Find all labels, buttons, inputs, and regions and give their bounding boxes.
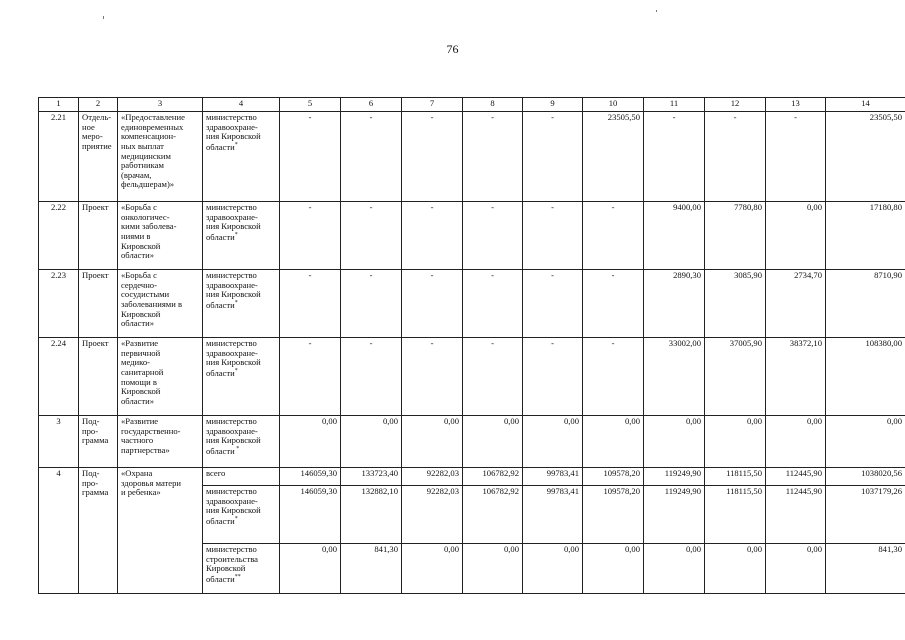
scan-speck (103, 16, 104, 19)
value-col-14: 1038020,56 (826, 468, 905, 486)
value-col-6: - (341, 338, 402, 416)
column-number-9: 9 (523, 98, 583, 112)
value-col-11: 2890,30 (644, 270, 705, 338)
value-col-10: 0,00 (583, 544, 644, 594)
row-name: «Борьба с онкологичес- кими заболева- ниями в Кировской области» (118, 202, 203, 270)
value-col-8: 0,00 (463, 416, 523, 468)
row-type: Под- про- грамма (79, 468, 118, 594)
row-name: «Охрана здоровья матери и ребенка» (118, 468, 203, 594)
footnote-mark: * (234, 141, 238, 148)
value-col-5: - (280, 202, 341, 270)
executor: министерство здравоохране- ния Кировской области* (203, 202, 280, 270)
value-col-7: - (402, 202, 463, 270)
executor: министерство здравоохране- ния Кировской области* (203, 486, 280, 544)
column-number-4: 4 (203, 98, 280, 112)
value-col-13: 38372,10 (766, 338, 826, 416)
table-row (39, 338, 905, 416)
value-col-12: 118115,50 (705, 486, 766, 544)
table-row (39, 270, 905, 338)
value-col-7: 0,00 (402, 416, 463, 468)
value-col-8: - (463, 270, 523, 338)
value-col-14: 17180,80 (826, 202, 905, 270)
value-col-13: 112445,90 (766, 468, 826, 486)
row-type: Проект (79, 338, 118, 416)
row-id: 2.22 (39, 202, 79, 270)
value-col-6: 0,00 (341, 416, 402, 468)
row-id: 2.23 (39, 270, 79, 338)
value-col-12: 37005,90 (705, 338, 766, 416)
value-col-11: 0,00 (644, 416, 705, 468)
value-col-11: - (644, 112, 705, 202)
value-col-5: 146059,30 (280, 468, 341, 486)
value-col-9: - (523, 112, 583, 202)
row-name: «Борьба с сердечно- сосудистыми заболеваниями в Кировской области» (118, 270, 203, 338)
value-col-13: 0,00 (766, 544, 826, 594)
value-col-10: - (583, 270, 644, 338)
value-col-8: - (463, 202, 523, 270)
column-number-7: 7 (402, 98, 463, 112)
value-col-6: - (341, 270, 402, 338)
row-id: 4 (39, 468, 79, 594)
value-col-11: 0,00 (644, 544, 705, 594)
value-col-11: 119249,90 (644, 468, 705, 486)
value-col-13: 2734,70 (766, 270, 826, 338)
budget-table (38, 97, 905, 594)
value-col-14: 108380,00 (826, 338, 905, 416)
value-col-7: - (402, 270, 463, 338)
value-col-13: - (766, 112, 826, 202)
column-number-2: 2 (79, 98, 118, 112)
value-col-6: 841,30 (341, 544, 402, 594)
value-col-9: - (523, 202, 583, 270)
value-col-7: - (402, 112, 463, 202)
value-col-13: 0,00 (766, 202, 826, 270)
row-id: 2.24 (39, 338, 79, 416)
value-col-5: - (280, 270, 341, 338)
value-col-11: 9400,00 (644, 202, 705, 270)
executor: министерство здравоохране- ния Кировской области* (203, 270, 280, 338)
row-type: Под- про- грамма (79, 416, 118, 468)
column-number-13: 13 (766, 98, 826, 112)
value-col-10: 0,00 (583, 416, 644, 468)
value-col-14: 841,30 (826, 544, 905, 594)
executor: министерство здравоохране- ния Кировской области * (203, 416, 280, 468)
value-col-11: 119249,90 (644, 486, 705, 544)
column-number-5: 5 (280, 98, 341, 112)
row-type: Проект (79, 270, 118, 338)
value-col-6: 132882,10 (341, 486, 402, 544)
value-col-9: - (523, 270, 583, 338)
value-col-14: 8710,90 (826, 270, 905, 338)
executor: всего (203, 468, 280, 486)
value-col-7: 92282,03 (402, 486, 463, 544)
column-number-11: 11 (644, 98, 705, 112)
value-col-5: - (280, 112, 341, 202)
value-col-7: 0,00 (402, 544, 463, 594)
column-number-10: 10 (583, 98, 644, 112)
column-number-12: 12 (705, 98, 766, 112)
value-col-12: 0,00 (705, 416, 766, 468)
row-type: Отдель- ное меро- приятие (79, 112, 118, 202)
value-col-13: 0,00 (766, 416, 826, 468)
value-col-9: 0,00 (523, 416, 583, 468)
column-number-8: 8 (463, 98, 523, 112)
table-row (39, 202, 905, 270)
value-col-9: - (523, 338, 583, 416)
row-name: «Развитие государственно- частного партнерства» (118, 416, 203, 468)
row-id: 3 (39, 416, 79, 468)
value-col-12: 118115,50 (705, 468, 766, 486)
value-col-6: - (341, 202, 402, 270)
value-col-9: 99783,41 (523, 468, 583, 486)
column-number-6: 6 (341, 98, 402, 112)
value-col-12: - (705, 112, 766, 202)
value-col-5: 0,00 (280, 544, 341, 594)
value-col-7: - (402, 338, 463, 416)
value-col-11: 33002,00 (644, 338, 705, 416)
value-col-9: 0,00 (523, 544, 583, 594)
value-col-7: 92282,03 (402, 468, 463, 486)
table-header-row (39, 98, 905, 112)
table-row (39, 112, 905, 202)
executor: министерство строительства Кировской области** (203, 544, 280, 594)
value-col-8: 106782,92 (463, 468, 523, 486)
value-col-10: - (583, 202, 644, 270)
value-col-8: 106782,92 (463, 486, 523, 544)
executor: министерство здравоохране- ния Кировской области* (203, 338, 280, 416)
column-number-1: 1 (39, 98, 79, 112)
value-col-12: 3085,90 (705, 270, 766, 338)
footnote-mark: * (234, 445, 240, 452)
row-id: 2.21 (39, 112, 79, 202)
value-col-8: - (463, 338, 523, 416)
footnote-mark: * (234, 231, 238, 238)
value-col-9: 99783,41 (523, 486, 583, 544)
value-col-5: - (280, 338, 341, 416)
value-col-6: - (341, 112, 402, 202)
scan-speck (656, 10, 657, 12)
executor: министерство здравоохране- ния Кировской области* (203, 112, 280, 202)
row-type: Проект (79, 202, 118, 270)
value-col-12: 7780,80 (705, 202, 766, 270)
value-col-12: 0,00 (705, 544, 766, 594)
column-number-3: 3 (118, 98, 203, 112)
footnote-mark: * (234, 299, 238, 306)
table-row (39, 416, 905, 468)
value-col-14: 1037179,26 (826, 486, 905, 544)
value-col-14: 23505,50 (826, 112, 905, 202)
footnote-mark: * (234, 367, 238, 374)
row-name: «Развитие первичной медико- санитарной помощи в Кировской области» (118, 338, 203, 416)
footnote-mark: ** (234, 573, 241, 580)
column-number-14: 14 (826, 98, 905, 112)
value-col-10: - (583, 338, 644, 416)
row-name: «Предоставление единовременных компенсацион- ных выплат медицинским работникам (врачам, фельдшерам)» (118, 112, 203, 202)
value-col-5: 0,00 (280, 416, 341, 468)
page-number: 76 (446, 42, 459, 56)
value-col-8: 0,00 (463, 544, 523, 594)
value-col-10: 109578,20 (583, 468, 644, 486)
value-col-13: 112445,90 (766, 486, 826, 544)
value-col-10: 109578,20 (583, 486, 644, 544)
value-col-5: 146059,30 (280, 486, 341, 544)
footnote-mark: * (234, 515, 238, 522)
value-col-10: 23505,50 (583, 112, 644, 202)
value-col-8: - (463, 112, 523, 202)
table-row (39, 468, 905, 486)
value-col-6: 133723,40 (341, 468, 402, 486)
value-col-14: 0,00 (826, 416, 905, 468)
